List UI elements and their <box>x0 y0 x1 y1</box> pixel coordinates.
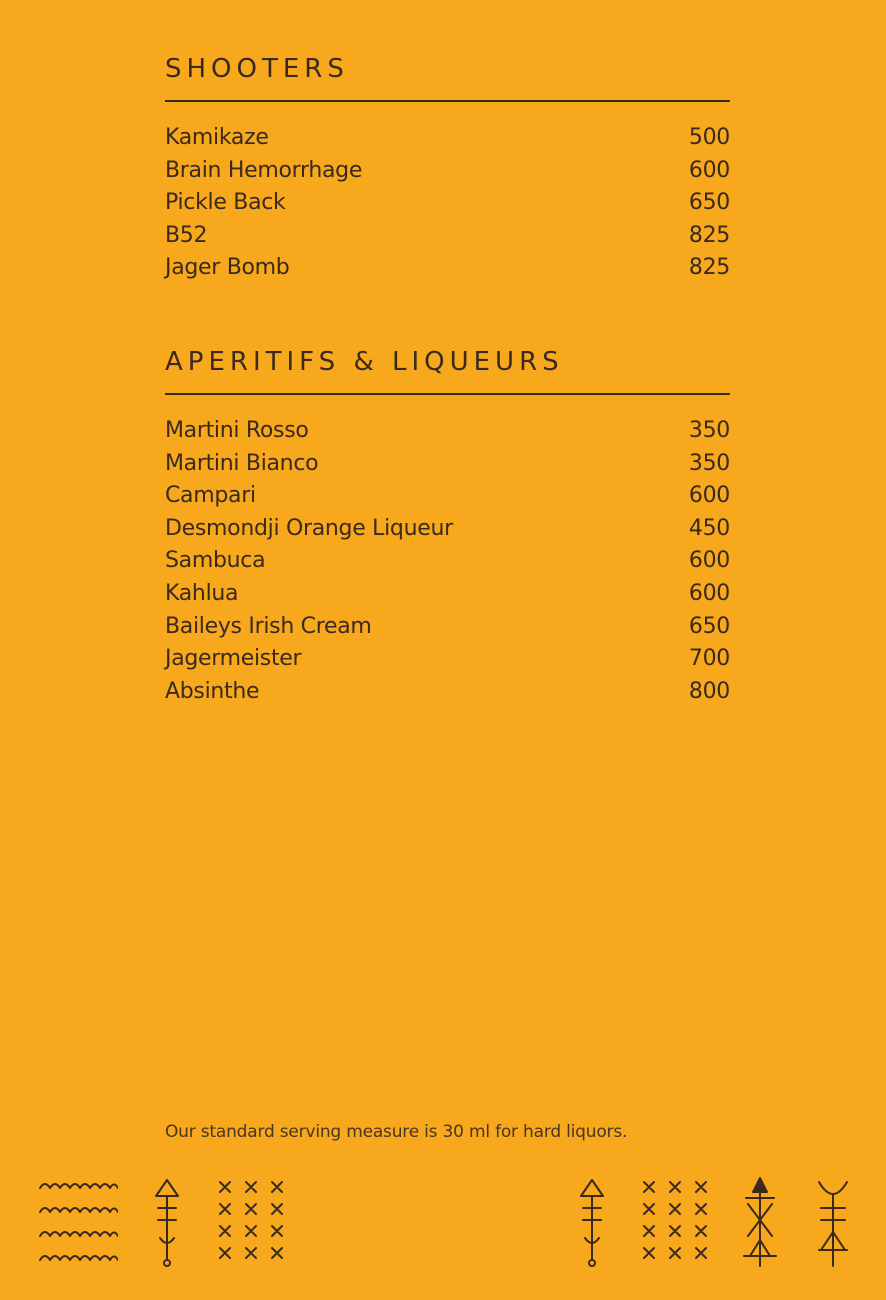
item-price: 350 <box>688 418 730 443</box>
section-shooters <box>165 54 730 285</box>
section-aperitifs-liqueurs <box>165 347 730 708</box>
item-price: 600 <box>688 483 730 509</box>
section-divider <box>165 393 730 395</box>
item-name: Martini Bianco <box>165 450 319 476</box>
menu-item <box>165 513 730 546</box>
menu-item <box>165 643 730 676</box>
hourglass-totem-icon <box>742 1174 778 1270</box>
section-title: APERITIFS & LIQUEURS <box>165 347 564 377</box>
serving-measure-note: Our standard serving measure is 30 ml for hard liquors. <box>165 1122 628 1142</box>
item-price: 800 <box>688 678 730 704</box>
item-name: Absinthe <box>165 678 260 704</box>
menu-item <box>165 155 730 188</box>
item-price: 600 <box>688 157 730 183</box>
item-name: Brain Hemorrhage <box>165 157 363 183</box>
item-name: Sambuca <box>165 548 266 574</box>
arrow-totem-icon <box>152 1174 182 1270</box>
menu-item <box>165 187 730 220</box>
arrow-totem-icon <box>577 1174 607 1270</box>
menu-item <box>165 578 730 611</box>
item-name: Pickle Back <box>165 190 286 216</box>
item-name: Baileys Irish Cream <box>165 613 372 639</box>
cross-grid-icon <box>218 1174 284 1266</box>
menu-item <box>165 448 730 481</box>
item-price: 700 <box>688 646 730 672</box>
section-title: SHOOTERS <box>165 54 349 84</box>
menu-item <box>165 220 730 253</box>
item-price: 600 <box>688 580 730 606</box>
horned-totem-icon <box>815 1174 851 1270</box>
wave-pattern-icon <box>38 1174 118 1266</box>
item-name: Jager Bomb <box>165 255 290 281</box>
item-name: Martini Rosso <box>165 418 309 443</box>
menu-item <box>165 611 730 644</box>
item-price: 600 <box>688 548 730 574</box>
cross-grid-icon <box>642 1174 708 1266</box>
menu-item <box>165 415 730 448</box>
item-name: Kamikaze <box>165 125 269 150</box>
item-price: 350 <box>688 450 730 476</box>
item-price: 450 <box>688 515 730 541</box>
item-name: Desmondji Orange Liqueur <box>165 515 453 541</box>
item-price: 650 <box>688 613 730 639</box>
item-name: Campari <box>165 483 256 509</box>
menu-item <box>165 122 730 155</box>
menu-item <box>165 676 730 709</box>
item-name: Jagermeister <box>165 646 302 672</box>
item-name: B52 <box>165 222 208 248</box>
item-price: 825 <box>688 255 730 281</box>
menu-item <box>165 545 730 578</box>
item-price: 825 <box>688 222 730 248</box>
item-name: Kahlua <box>165 580 239 606</box>
menu-item <box>165 480 730 513</box>
item-price: 650 <box>688 190 730 216</box>
menu-item <box>165 252 730 285</box>
item-price: 500 <box>688 125 730 150</box>
section-divider <box>165 100 730 102</box>
